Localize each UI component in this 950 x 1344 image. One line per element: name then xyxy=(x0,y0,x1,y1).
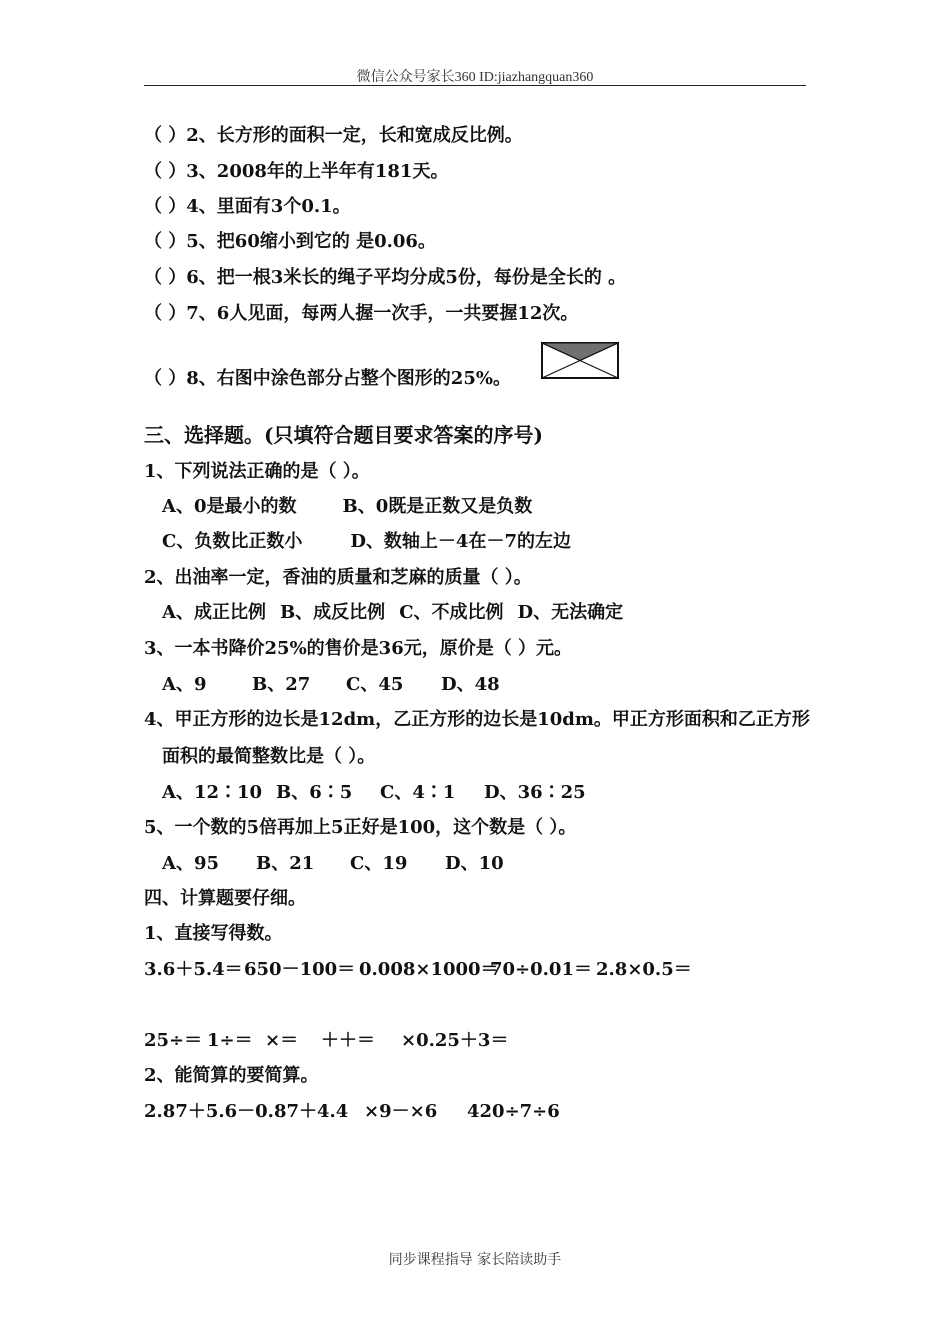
calc-part2-title: 2、能简算的要简算。 xyxy=(144,1065,319,1086)
page-header: 微信公众号家长360 ID:jiazhangquan360 xyxy=(356,70,594,85)
calc-row1-item5: 2.8×0.5＝ xyxy=(596,959,692,980)
section-four-title: 四、计算题要仔细。 xyxy=(144,888,306,909)
choice-q2-stem: 2、出油率一定，香油的质量和芝麻的质量（ ）。 xyxy=(144,567,532,588)
calc-row2 xyxy=(144,1029,508,1053)
choice-q3-options xyxy=(162,673,500,697)
choice-q4-stem-line2: 面积的最简整数比是（ ）。 xyxy=(162,746,376,767)
choice-q1-option-c: C、负数比正数小 xyxy=(162,531,303,552)
choice-q1-options-row2 xyxy=(162,530,571,554)
choice-q1-stem: 1、下列说法正确的是（ ）。 xyxy=(144,461,370,482)
choice-q3-option-d: D、48 xyxy=(441,674,500,695)
choice-q4-options xyxy=(162,781,586,805)
calc-row1-item4: 70÷0.01＝ xyxy=(490,959,592,980)
calc-row3-item3: 420÷7÷6 xyxy=(467,1101,560,1122)
choice-q1-options-row1 xyxy=(162,495,532,519)
choice-q5-option-d: D、10 xyxy=(445,853,504,874)
choice-q4-stem-line1: 4、甲正方形的边长是12dm，乙正方形的边长是10dm。甲正方形面积和乙正方形 xyxy=(144,709,810,730)
judge-item-8: （ ）8、右图中涂色部分占整个图形的25%。 xyxy=(144,368,511,389)
choice-q3-option-c: C、45 xyxy=(346,674,404,695)
choice-q4-option-a: A、12∶10 xyxy=(162,782,263,803)
page-footer: 同步课程指导 家长陪读助手 xyxy=(388,1252,562,1268)
choice-q2-option-a: A、成正比例 xyxy=(162,602,266,623)
choice-q1-option-a: A、0是最小的数 xyxy=(162,496,297,517)
choice-q4-option-c: C、4∶1 xyxy=(380,782,456,803)
calc-row2-item1: 25÷＝ xyxy=(144,1030,203,1051)
choice-q2-option-c: C、不成比例 xyxy=(399,602,504,623)
choice-q1-option-b: B、0既是正数又是负数 xyxy=(342,496,533,517)
choice-q2-options xyxy=(162,601,623,625)
choice-q5-stem: 5、一个数的5倍再加上5正好是100，这个数是（ ）。 xyxy=(144,817,577,838)
calc-row2-item3: ×＝ xyxy=(265,1030,299,1051)
choice-q5-options xyxy=(162,852,504,876)
choice-q1-option-d: D、数轴上－4在－7的左边 xyxy=(350,531,571,552)
header-rule xyxy=(144,85,806,86)
calc-row1 xyxy=(144,958,692,982)
judge-item-5: （ ）5、把60缩小到它的 是0.06。 xyxy=(144,231,436,252)
judge-item-7: （ ）7、6人见面，每两人握一次手，一共要握12次。 xyxy=(144,303,579,324)
choice-q3-option-a: A、9 xyxy=(162,674,207,695)
choice-q2-option-b: B、成反比例 xyxy=(279,602,386,623)
choice-q4-option-d: D、36∶25 xyxy=(484,782,586,803)
calc-part1-title: 1、直接写得数。 xyxy=(144,923,283,944)
calc-row1-item2: 650－100＝ xyxy=(244,959,356,980)
choice-q5-option-c: C、19 xyxy=(350,853,408,874)
judge-item-6: （ ）6、把一根3米长的绳子平均分成5份，每份是全长的 。 xyxy=(144,267,627,288)
choice-q5-option-b: B、21 xyxy=(256,853,315,874)
choice-q5-option-a: A、95 xyxy=(162,853,220,874)
calc-row2-item5: ×0.25＋3＝ xyxy=(401,1030,509,1051)
judge-item-4: （ ）4、里面有3个0.1。 xyxy=(144,196,351,217)
choice-q2-option-d: D、无法确定 xyxy=(517,602,624,623)
choice-q3-option-b: B、27 xyxy=(252,674,311,695)
calc-row3 xyxy=(144,1100,560,1124)
calc-row1-item3: 0.008×1000＝ xyxy=(359,959,499,980)
shaded-rectangle-figure xyxy=(541,342,619,379)
choice-q4-option-b: B、6∶5 xyxy=(276,782,353,803)
calc-row1-item1: 3.6＋5.4＝ xyxy=(144,959,243,980)
section-three-title: 三、选择题。(只填符合题目要求答案的序号) xyxy=(144,423,543,447)
judge-item-3: （ ）3、2008年的上半年有181天。 xyxy=(144,161,449,182)
calc-row3-item2: ×9－×6 xyxy=(364,1101,438,1122)
choice-q3-stem: 3、一本书降价25%的售价是36元，原价是（ ）元。 xyxy=(144,638,572,659)
calc-row2-item2: 1÷＝ xyxy=(207,1030,253,1051)
calc-row3-item1: 2.87＋5.6－0.87＋4.4 xyxy=(144,1101,349,1122)
calc-row2-item4: ＋＋＝ xyxy=(321,1030,375,1051)
judge-item-2: （ ）2、长方形的面积一定，长和宽成反比例。 xyxy=(144,125,523,146)
